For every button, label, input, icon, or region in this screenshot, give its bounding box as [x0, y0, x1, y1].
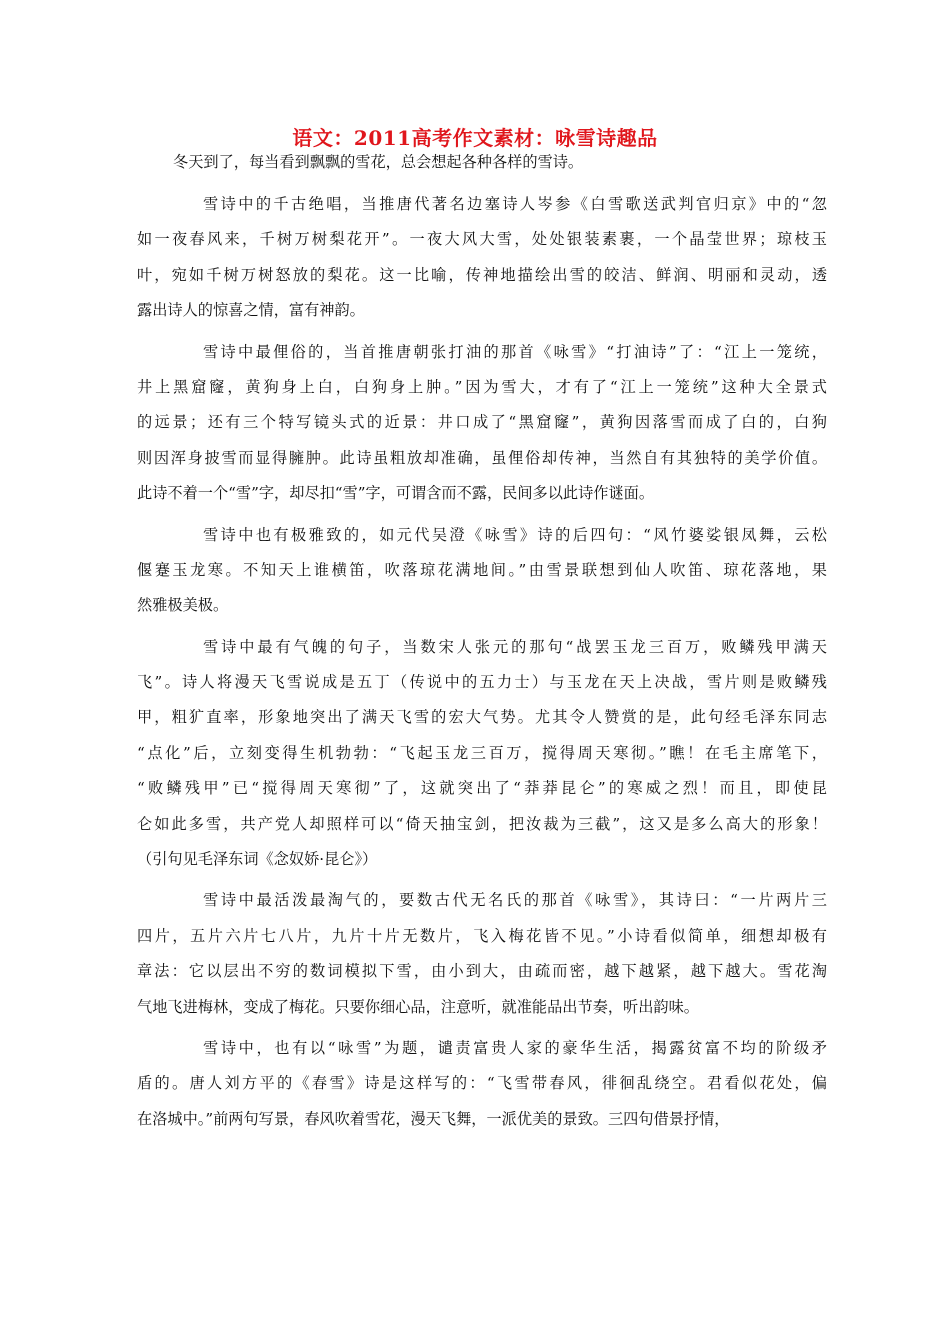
paragraph-line: 章法：它以层出不穷的数词模拟下雪，由小到大，由疏而密，越下越紧，越下越大。雪花淘: [137, 962, 827, 981]
paragraph-line: （引句见毛泽东词《念奴娇·昆仑》）: [137, 850, 378, 869]
paragraph-line: 飞”。诗人将漫天飞雪说成是五丁（传说中的五力士）与玉龙在天上决战，雪片则是败鳞残: [137, 673, 827, 692]
paragraph-line: 井上黑窟窿，黄狗身上白，白狗身上肿。”因为雪大，才有了“江上一笼统”这种大全景式: [137, 377, 827, 396]
paragraph-line: “点化”后，立刻变得生机勃勃：“飞起玉龙三百万，搅得周天寒彻。”瞧！在毛主席笔下，: [137, 743, 827, 762]
paragraph: [137, 883, 827, 1025]
paragraph-line: 仑如此多雪，共产党人却照样可以“倚天抽宝剑，把汝裁为三截”，这又是多么高大的形象！: [137, 814, 827, 833]
paragraph-line: 雪诗中也有极雅致的，如元代吴澄《咏雪》诗的后四句：“风竹婆娑银凤舞，云松: [203, 525, 827, 544]
paragraph-line: 然雅极美极。: [137, 596, 229, 615]
paragraph-line: 则因浑身披雪而显得臃肿。此诗虽粗放却准确，虽俚俗却传神，当然自有其独特的美学价值。: [137, 448, 827, 467]
paragraph-line: 叶，宛如千树万树怒放的梨花。这一比喻，传神地描绘出雪的皎洁、鲜润、明丽和灵动，透: [137, 265, 827, 284]
paragraph-line: 雪诗中最活泼最淘气的，要数古代无名氏的那首《咏雪》，其诗曰：“一片两片三: [203, 891, 827, 910]
paragraph-line: 的远景；还有三个特写镜头式的近景：井口成了“黑窟窿”，黄狗因落雪而成了白的，白狗: [137, 413, 827, 432]
paragraph-line: 雪诗中最有气魄的句子，当数宋人张元的那句“战罢玉龙三百万，败鳞残甲满天: [203, 637, 827, 656]
paragraph-line: “败鳞残甲”已“搅得周天寒彻”了，这就突出了“莽莽昆仑”的寒威之烈！而且，即使昆: [137, 779, 827, 798]
paragraph-line: 偃蹇玉龙寒。不知天上谁横笛，吹落琼花满地间。”由雪景联想到仙人吹笛、琼花落地，果: [137, 560, 827, 579]
paragraph-line: 雪诗中最俚俗的，当首推唐朝张打油的那首《咏雪》“打油诗”了：“江上一笼统，: [203, 342, 827, 361]
paragraph-line: 在洛城中。”前两句写景，春风吹着雪花，漫天飞舞，一派优美的景致。三四句借景抒情，: [137, 1109, 730, 1128]
paragraph-line: 露出诗人的惊喜之情，富有神韵。: [137, 301, 365, 320]
paragraph-line: 如一夜春风来，千树万树梨花开”。一夜大风大雪，处处银装素裹，一个晶莹世界；琼枝玉: [137, 230, 827, 249]
paragraph-line: 盾的。唐人刘方平的《春雪》诗是这样写的：“飞雪带春风，徘徊乱绕空。君看似花处，偏: [137, 1074, 827, 1093]
paragraph: [137, 335, 827, 512]
paragraph-line: 雪诗中，也有以“咏雪”为题，谴责富贵人家的豪华生活，揭露贫富不均的阶级矛: [203, 1038, 827, 1057]
paragraph-line: 气地飞进梅林，变成了梅花。只要你细心品，注意听，就准能品出节奏，听出韵味。: [137, 997, 699, 1016]
paragraph-line: 雪诗中的千古绝唱，当推唐代著名边塞诗人岑参《白雪歌送武判官归京》中的“忽: [203, 195, 827, 213]
paragraph-line: 此诗不着一个“雪”字，却尽扣“雪”字，可谓含而不露，民间多以此诗作谜面。: [137, 484, 655, 503]
paragraph: [137, 1031, 827, 1137]
paragraph: [137, 518, 827, 624]
paragraph: [137, 630, 827, 878]
document-body: [137, 187, 827, 1143]
paragraph-line: 四片，五片六片七八片，九片十片无数片，飞入梅花皆不见。”小诗看似简单，细想却极有: [137, 926, 827, 945]
document-title: 语文：2011高考作文素材：咏雪诗趣品: [292, 126, 658, 150]
paragraph-line: 甲，粗犷直率，形象地突出了满天飞雪的宏大气势。尤其令人赞赏的是，此句经毛泽东同志: [137, 708, 827, 727]
paragraph: [137, 187, 827, 329]
intro-line: 冬天到了，每当看到飘飘的雪花，总会想起各种各样的雪诗。: [173, 153, 584, 171]
